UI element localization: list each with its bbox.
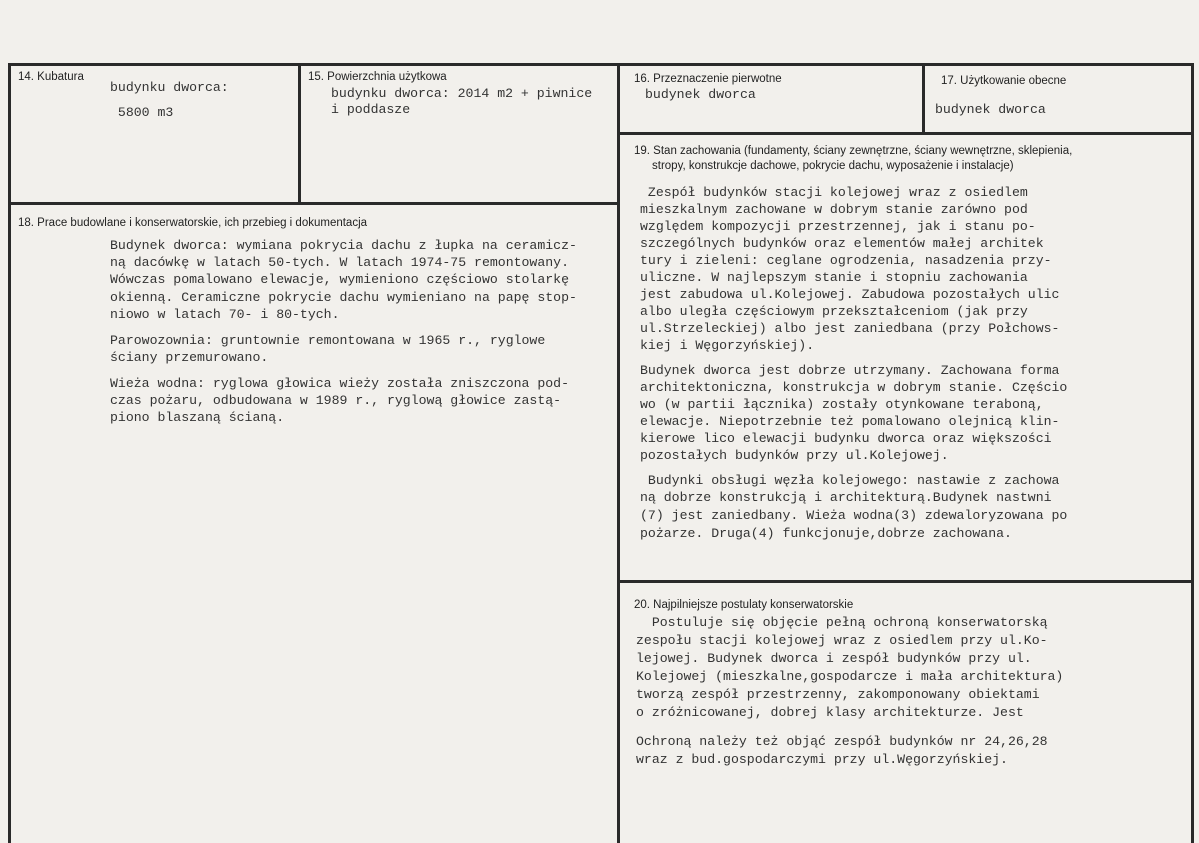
rule-14-18 [8, 202, 620, 205]
field-14-line-1: budynku dworca: [110, 80, 229, 95]
field-20-para-1-line-2: zespołu stacji kolejowej wraz z osiedlem przy ul.Ko- [636, 633, 1048, 648]
rule-15-16 [617, 63, 620, 843]
field-19-para-1-line-2: mieszkalnym zachowane w dobrym stanie zarówno pod [640, 202, 1028, 217]
field-19-para-1-line-5: tury i zieleni: ceglane ogrodzenia, nasadzenia przy- [640, 253, 1052, 268]
rule-top [8, 63, 1193, 66]
rule-16-17 [922, 63, 925, 134]
field-20-para-1-line-6: o zróżnicowanej, dobrej klasy architekturze. Jest [636, 705, 1024, 720]
field-18-para-1-line-3: Wówczas pomalowano elewacje, wymieniono częściowo stolarkę [110, 272, 569, 287]
field-19-para-3-line-2: ną dobrze konstrukcją i architekturą.Budynek nastwni [640, 490, 1052, 505]
field-19-para-3-line-1: Budynki obsługi węzła kolejowego: nastawie z zachowa [640, 473, 1060, 488]
field-19-para-1-line-8: albo uległa częściowym przekształceniom (jak przy [640, 304, 1028, 319]
field-19-para-3-line-4: pożarze. Druga(4) funkcjonuje,dobrze zachowana. [640, 526, 1012, 541]
field-20-para-2-line-1: Ochroną należy też objąć zespół budynków nr 24,26,28 [636, 734, 1048, 749]
field-19-para-1-line-3: względem kompozycji przestrzennej, jak i stanu po- [640, 219, 1036, 234]
field-19-para-1-line-1: Zespół budynków stacji kolejowej wraz z osiedlem [640, 185, 1028, 200]
field-19-para-2-line-5: kierowe lico elewacji budynku dworca oraz większości [640, 431, 1052, 446]
field-20-para-1-line-4: Kolejowej (mieszkalne,gospodarcze i mała architektura) [636, 669, 1064, 684]
field-14-label: 14. Kubatura [18, 71, 84, 83]
field-19-para-3-line-3: (7) jest zaniedbany. Wieża wodna(3) zdewaloryzowana po [640, 508, 1068, 523]
field-19-label-line-2: stropy, konstrukcje dachowe, pokrycie dachu, wyposażenie i instalacje) [652, 160, 1014, 172]
field-19-para-1-line-9: ul.Strzeleckiej) albo jest zaniedbana (przy Połchows- [640, 321, 1060, 336]
field-20-label: 20. Najpilniejsze postulaty konserwatorskie [634, 599, 854, 611]
field-16-label: 16. Przeznaczenie pierwotne [634, 73, 782, 85]
field-19-para-2-line-4: elewacje. Niepotrzebnie też pomalowano olejnicą klin- [640, 414, 1060, 429]
field-20-para-1-line-5: tworzą zespół przestrzenny, zakomponowany obiektami [636, 687, 1040, 702]
field-15-line-1: budynku dworca: 2014 m2 + piwnice [331, 86, 593, 101]
field-19-para-1-line-7: jest zabudowa ul.Kolejowej. Zabudowa pozostałych ulic [640, 287, 1060, 302]
field-17-line-1: budynek dworca [935, 102, 1046, 117]
field-20-para-2-line-2: wraz z bud.gospodarczymi przy ul.Węgorzyńskiej. [636, 752, 1008, 767]
field-19-para-2-line-2: architektoniczna, konstrukcja w dobrym stanie. Częścio [640, 380, 1068, 395]
field-20-para-1-line-3: lejowej. Budynek dworca i zespół budynków przy ul. [636, 651, 1032, 666]
field-20-para-1-line-1: Postuluje się objęcie pełną ochroną konserwatorską [636, 615, 1048, 630]
rule-right [1191, 63, 1194, 843]
field-19-para-2-line-1: Budynek dworca jest dobrze utrzymany. Zachowana forma [640, 363, 1060, 378]
field-18-para-3-line-3: piono blaszaną ścianą. [110, 410, 285, 425]
field-19-para-2-line-6: pozostałych budynków przy ul.Kolejowej. [640, 448, 949, 463]
field-18-para-2-line-2: ściany przemurowano. [110, 350, 269, 365]
field-16-line-1: budynek dworca [645, 87, 756, 102]
rule-16-19 [617, 132, 1194, 135]
field-19-para-1-line-6: uliczne. W najlepszym stanie i stopniu zachowania [640, 270, 1028, 285]
field-18-para-1-line-2: ną dacówkę w latach 50-tych. W latach 1974-75 remontowany. [110, 255, 569, 270]
field-17-label: 17. Użytkowanie obecne [941, 75, 1067, 87]
field-19-label-line-1: 19. Stan zachowania (fundamenty, ściany zewnętrzne, ściany wewnętrzne, sklepienia, [634, 145, 1073, 157]
field-18-para-1-line-1: Budynek dworca: wymiana pokrycia dachu z łupka na ceramicz- [110, 238, 577, 253]
field-19-para-1-line-4: szczególnych budynków oraz elementów małej architek [640, 236, 1044, 251]
rule-14-15 [298, 63, 301, 204]
field-19-para-1-line-10: kiej i Węgorzyńskiej). [640, 338, 815, 353]
rule-19-20 [617, 580, 1194, 583]
field-15-label: 15. Powierzchnia użytkowa [308, 71, 447, 83]
field-18-para-1-line-4: okienną. Ceramiczne pokrycie dachu wymieniano na papę stop- [110, 290, 577, 305]
rule-left [8, 63, 11, 843]
field-14-line-3: 5800 m3 [110, 105, 174, 120]
field-18-para-1-line-5: niowo w latach 70- i 80-tych. [110, 307, 340, 322]
field-15-line-2: i poddasze [331, 102, 411, 117]
field-18-para-2-line-1: Parowozownia: gruntownie remontowana w 1965 r., ryglowe [110, 333, 546, 348]
field-18-para-3-line-1: Wieża wodna: ryglowa głowica wieży została zniszczona pod- [110, 376, 569, 391]
field-19-para-2-line-3: wo (w partii łącznika) zostały otynkowane teraboną, [640, 397, 1044, 412]
field-18-para-3-line-2: czas pożaru, odbudowana w 1989 r., ryglową głowice zastą- [110, 393, 562, 408]
field-18-label: 18. Prace budowlane i konserwatorskie, ich przebieg i dokumentacja [18, 217, 368, 229]
